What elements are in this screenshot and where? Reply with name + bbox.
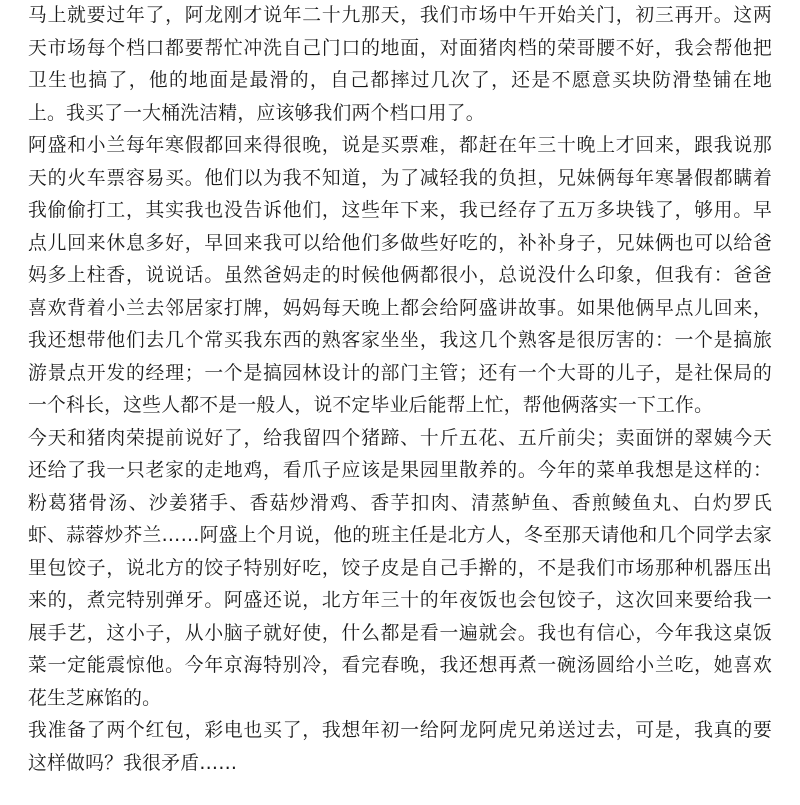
text-line: 天市场每个档口都要帮忙冲洗自己门口的地面，对面猪肉档的荣哥腰不好，我会帮他把 (28, 37, 772, 59)
paragraph-3 (28, 423, 772, 716)
text-line: 天的火车票容易买。他们以为我不知道，为了减轻我的负担，兄妹俩每年寒暑假都瞒着 (28, 167, 772, 189)
text-line: 粉葛猪骨汤、沙姜猪手、香菇炒滑鸡、香芋扣肉、清蒸鲈鱼、香煎鲮鱼丸、白灼罗氏 (28, 492, 772, 514)
text-line: 来的，煮完特别弹牙。阿盛还说，北方年三十的年夜饭也会包饺子，这次回来要给我一 (28, 590, 772, 611)
text-line: 游景点开发的经理；一个是搞园林设计的部门主管；还有一个大哥的儿子，是社保局的 (28, 362, 772, 384)
text-line: 一个科长，这些人都不是一般人，说不定毕业后能帮上忙，帮他俩落实一下工作。 (28, 395, 714, 416)
text-line: 我偷偷打工，其实我也没告诉他们，这些年下来，我已经存了五万多块钱了，够用。早 (28, 200, 772, 221)
text-line: 阿盛和小兰每年寒假都回来得很晚，说是买票难，都赶在年三十晚上才回来，跟我说那 (28, 135, 772, 156)
text-line: 今天和猪肉荣提前说好了，给我留四个猪蹄、十斤五花、五斤前尖；卖面饼的翠姨今天 (28, 427, 772, 449)
text-line: 里包饺子，说北方的饺子特别好吃，饺子皮是自己手擀的，不是我们市场那种机器压出 (28, 557, 772, 579)
text-line: 喜欢背着小兰去邻居家打牌，妈妈每天晚上都会给阿盛讲故事。如果他俩早点儿回来， (28, 297, 772, 319)
text-line: 我准备了两个红包，彩电也买了，我想年初一给阿龙阿虎兄弟送过去，可是，我真的要 (28, 720, 772, 741)
text-line: 妈多上柱香，说说话。虽然爸妈走的时候他俩都很小，总说没什么印象，但我有：爸爸 (28, 265, 772, 286)
text-line: 还给了我一只老家的走地鸡，看爪子应该是果园里散养的。今年的菜单我想是这样的： (28, 460, 772, 481)
text-line: 上。我买了一大桶洗洁精，应该够我们两个档口用了。 (28, 102, 485, 124)
text-line: 花生芝麻馅的。 (28, 687, 162, 709)
text-line: 我还想带他们去几个常买我东西的熟客家坐坐，我这几个熟客是很厉害的：一个是搞旅 (28, 330, 772, 351)
paragraph-4 (28, 715, 772, 780)
paragraph-1 (28, 0, 772, 130)
text-line: 卫生也搞了，他的地面是最滑的，自己都摔过几次了，还是不愿意买块防滑垫铺在地 (28, 70, 772, 91)
paragraph-2 (28, 130, 772, 423)
text-line: 虾、蒜蓉炒芥兰……阿盛上个月说，他的班主任是北方人，冬至那天请他和几个同学去家 (28, 525, 772, 546)
text-line: 点儿回来休息多好，早回来我可以给他们多做些好吃的，补补身子，兄妹俩也可以给爸 (28, 232, 772, 254)
text-line: 这样做吗？我很矛盾…… (28, 752, 238, 774)
text-line: 展手艺，这小子，从小脑子就好使，什么都是看一遍就会。我也有信心，今年我这桌饭 (28, 622, 772, 644)
text-line: 马上就要过年了，阿龙刚才说年二十九那天，我们市场中午开始关门，初三再开。这两 (28, 5, 772, 26)
text-line: 菜一定能震惊他。今年京海特别冷，看完春晚，我还想再煮一碗汤圆给小兰吃，她喜欢 (28, 655, 772, 676)
